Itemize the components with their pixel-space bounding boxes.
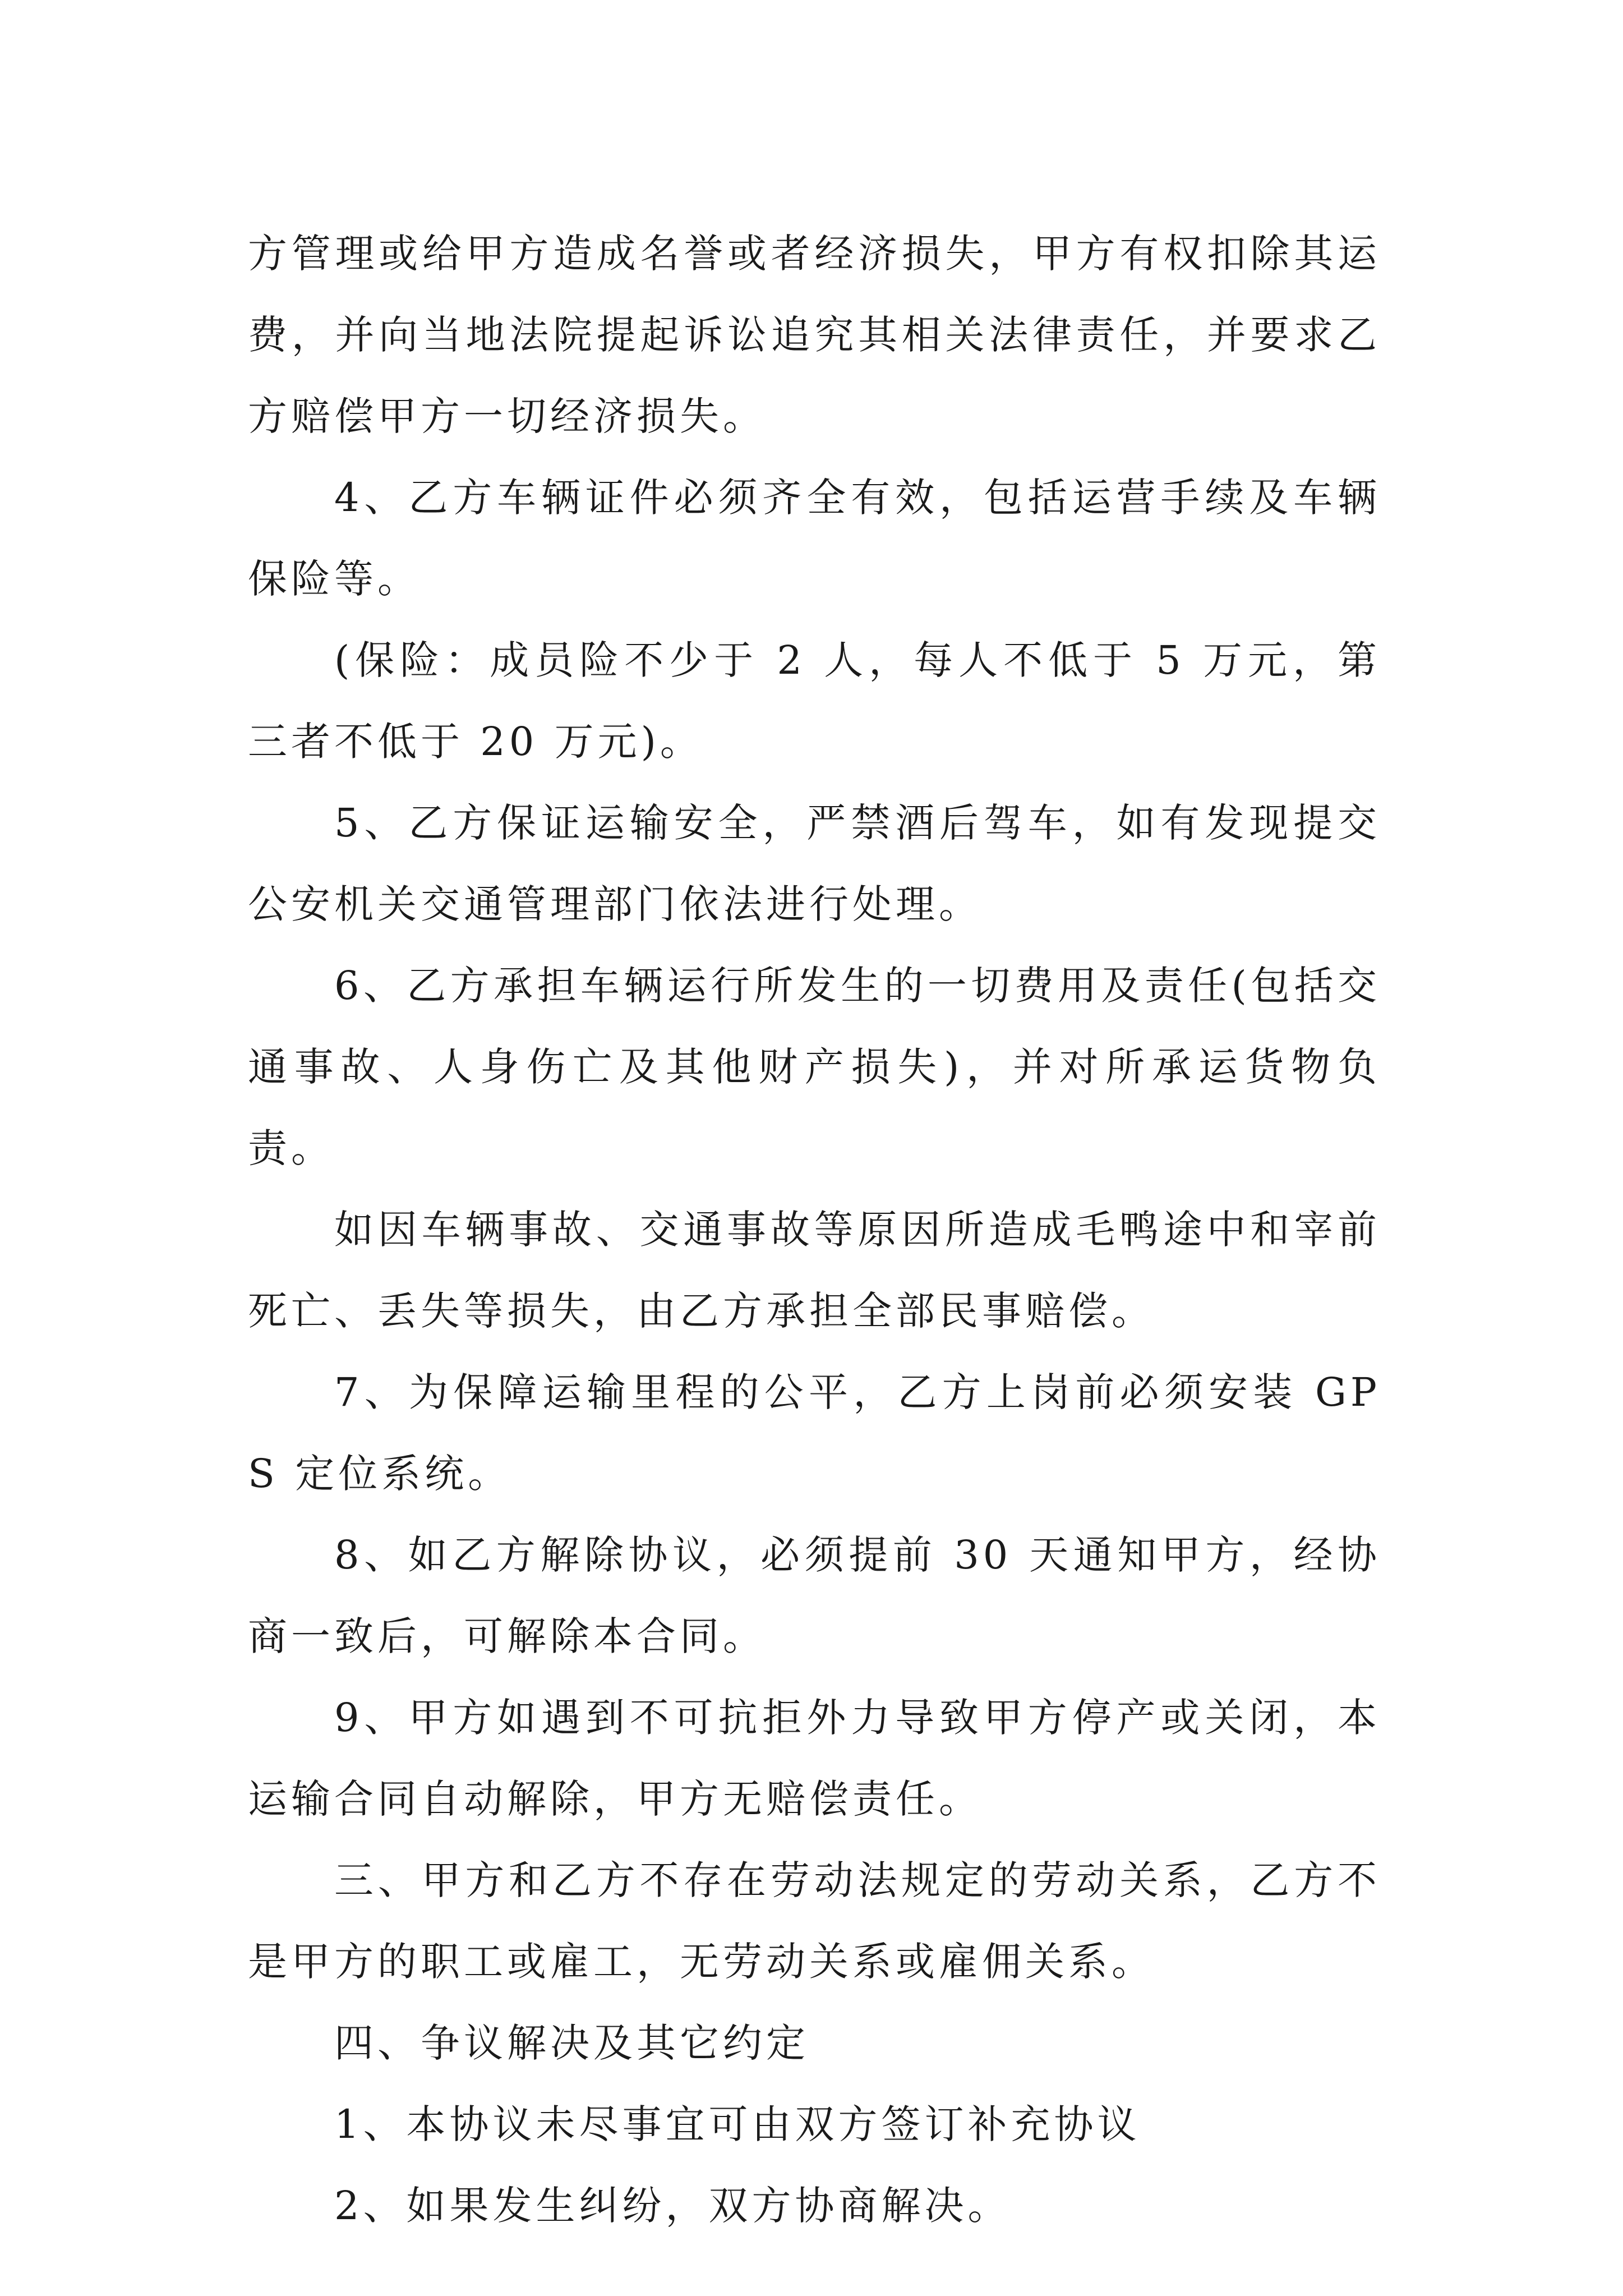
paragraph-section-4-item-2: 2、如果发生纠纷，双方协商解决。 xyxy=(334,2183,1011,2229)
paragraph-clause-9: 9、甲方如遇到不可抗拒外力导致甲方停产或关闭，本运输合同自动解除，甲方无赔偿责任。 xyxy=(248,1695,1381,1822)
paragraph-clause-8: 8、如乙方解除协议，必须提前 30 天通知甲方，经协商一致后，可解除本合同。 xyxy=(248,1532,1381,1659)
paragraph-clause-7: 7、为保障运输里程的公平，乙方上岗前必须安装 GPS 定位系统。 xyxy=(248,1369,1381,1497)
paragraph-clause-6: 6、乙方承担车辆运行所发生的一切费用及责任(包括交通事故、人身伤亡及其他财产损失)，并对所承运货物负责。 xyxy=(248,963,1381,1171)
document-body xyxy=(248,213,1381,2247)
paragraph-accident-compensation: 如因车辆事故、交通事故等原因所造成毛鸭途中和宰前死亡、丢失等损失，由乙方承担全部民事赔偿。 xyxy=(248,1207,1381,1334)
section-heading-4: 四、争议解决及其它约定 xyxy=(334,2020,809,2066)
paragraph-clause-5: 5、乙方保证运输安全，严禁酒后驾车，如有发现提交公安机关交通管理部门依法进行处理。 xyxy=(248,800,1381,927)
paragraph-clause-4: 4、乙方车辆证件必须齐全有效，包括运营手续及车辆保险等。 xyxy=(248,475,1381,602)
paragraph-section-3: 三、甲方和乙方不存在劳动法规定的劳动关系，乙方不是甲方的职工或雇工，无劳动关系或雇佣关系。 xyxy=(248,1857,1381,1985)
paragraph-insurance-note: (保险：成员险不少于 2 人，每人不低于 5 万元，第三者不低于 20 万元)。 xyxy=(248,637,1381,765)
paragraph-liability-continuation: 方管理或给甲方造成名誉或者经济损失，甲方有权扣除其运费，并向当地法院提起诉讼追究其相关法律责任，并要求乙方赔偿甲方一切经济损失。 xyxy=(248,231,1381,439)
paragraph-section-4-item-1: 1、本协议未尽事宜可由双方签订补充协议 xyxy=(334,2101,1141,2147)
